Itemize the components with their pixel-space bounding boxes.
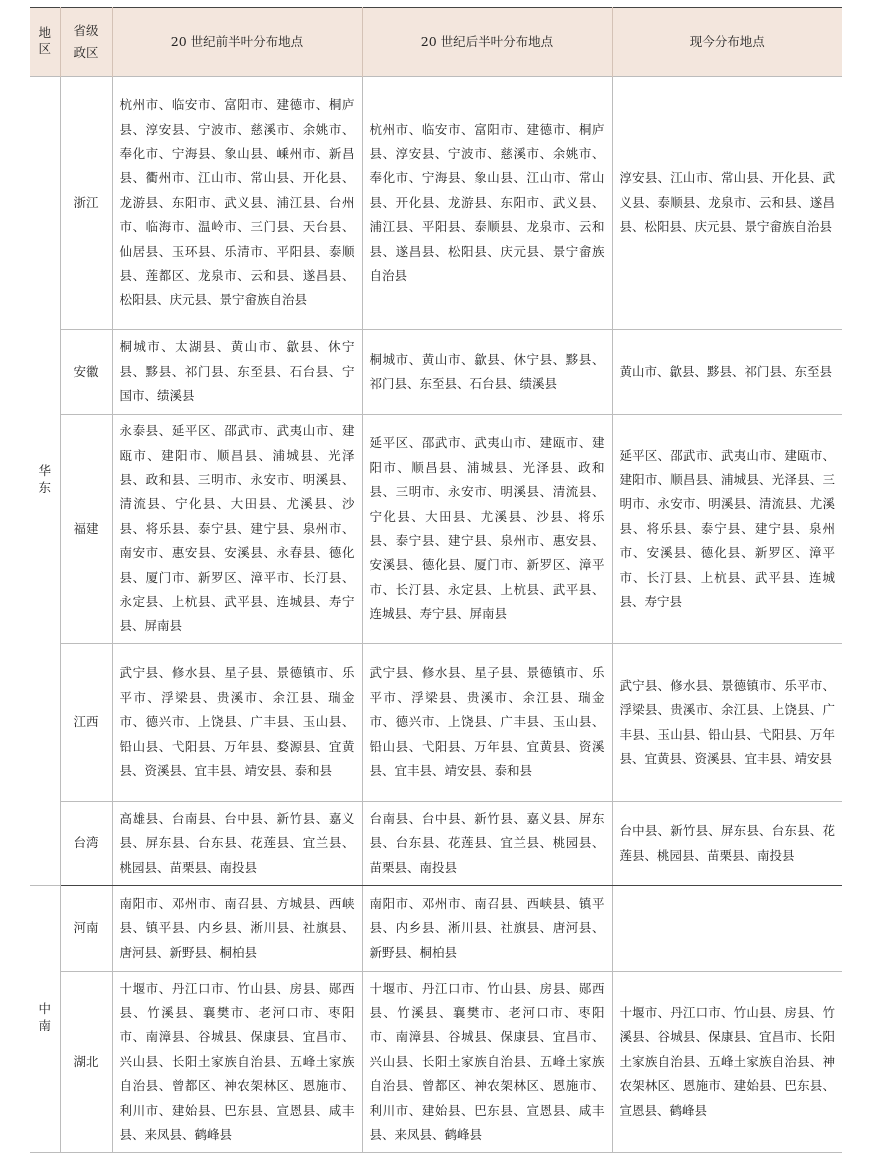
late-cell: 台南县、台中县、新竹县、嘉义县、屏东县、台东县、花莲县、宜兰县、桃园县、苗栗县、南投县 bbox=[362, 802, 612, 886]
early-cell: 永泰县、延平区、邵武市、武夷山市、建瓯市、建阳市、顺昌县、浦城县、光泽县、政和县、三明市、永安市、明溪县、清流县、宁化县、大田县、尤溪县、沙县、将乐县、泰宁县、建宁县、泉州市、南安市、惠安县、安溪县、永春县、德化县、厦门市、新罗区、漳平市、长汀县、永定县、上杭县、武平县、连城县、寿宁县、屏南县 bbox=[112, 415, 362, 644]
header-province: 省级政区 bbox=[60, 8, 112, 77]
late-cell: 延平区、邵武市、武夷山市、建瓯市、建阳市、顺昌县、浦城县、光泽县、政和县、三明市、永安市、明溪县、清流县、宁化县、大田县、尤溪县、沙县、将乐县、泰宁县、建宁县、泉州市、惠安县、安溪县、德化县、厦门市、新罗区、漳平市、长汀县、永定县、上杭县、武平县、连城县、寿宁县、屏南县 bbox=[362, 415, 612, 644]
region-cell: 华东 bbox=[30, 77, 60, 886]
early-cell: 十堰市、丹江口市、竹山县、房县、郧西县、竹溪县、襄樊市、老河口市、枣阳市、南漳县、谷城县、保康县、宜昌市、兴山县、长阳土家族自治县、五峰土家族自治县、曾都区、神农架林区、恩施市、利川市、建始县、巴东县、宣恩县、咸丰县、来凤县、鹤峰县 bbox=[112, 972, 362, 1153]
table-header-row bbox=[30, 8, 842, 77]
province-cell: 安徽 bbox=[60, 330, 112, 415]
current-cell: 延平区、邵武市、武夷山市、建瓯市、建阳市、顺昌县、浦城县、光泽县、三明市、永安市、明溪县、清流县、尤溪县、将乐县、泰宁县、建宁县、泉州市、安溪县、德化县、新罗区、漳平市、长汀县、上杭县、武平县、连城县、寿宁县 bbox=[612, 415, 842, 644]
late-cell: 武宁县、修水县、星子县、景德镇市、乐平市、浮梁县、贵溪市、余江县、瑞金市、德兴市、上饶县、广丰县、玉山县、铅山县、弋阳县、万年县、宜黄县、资溪县、宜丰县、靖安县、泰和县 bbox=[362, 644, 612, 802]
current-cell: 台中县、新竹县、屏东县、台东县、花莲县、桃园县、苗栗县、南投县 bbox=[612, 802, 842, 886]
province-cell: 福建 bbox=[60, 415, 112, 644]
table-row bbox=[30, 644, 842, 802]
distribution-table bbox=[30, 7, 842, 1153]
current-cell: 淳安县、江山市、常山县、开化县、武义县、泰顺县、龙泉市、云和县、遂昌县、松阳县、庆元县、景宁畲族自治县 bbox=[612, 77, 842, 330]
late-cell: 杭州市、临安市、富阳市、建德市、桐庐县、淳安县、宁波市、慈溪市、余姚市、奉化市、宁海县、象山县、江山市、常山县、开化县、龙游县、东阳市、武义县、浦江县、平阳县、泰顺县、龙泉市、云和县、遂昌县、松阳县、庆元县、景宁畲族自治县 bbox=[362, 77, 612, 330]
current-cell: 黄山市、歙县、黟县、祁门县、东至县 bbox=[612, 330, 842, 415]
current-cell: 十堰市、丹江口市、竹山县、房县、竹溪县、谷城县、保康县、宜昌市、长阳土家族自治县、五峰土家族自治县、神农架林区、恩施市、建始县、巴东县、宣恩县、鹤峰县 bbox=[612, 972, 842, 1153]
early-cell: 杭州市、临安市、富阳市、建德市、桐庐县、淳安县、宁波市、慈溪市、余姚市、奉化市、宁海县、象山县、嵊州市、新昌县、衢州市、江山市、常山县、开化县、龙游县、东阳市、武义县、浦江县、台州市、临海市、温岭市、三门县、天台县、仙居县、玉环县、乐清市、平阳县、泰顺县、莲都区、龙泉市、云和县、遂昌县、松阳县、庆元县、景宁畲族自治县 bbox=[112, 77, 362, 330]
current-cell bbox=[612, 886, 842, 972]
late-cell: 桐城市、黄山市、歙县、休宁县、黟县、祁门县、东至县、石台县、绩溪县 bbox=[362, 330, 612, 415]
table-row bbox=[30, 330, 842, 415]
early-cell: 南阳市、邓州市、南召县、方城县、西峡县、镇平县、内乡县、淅川县、社旗县、唐河县、新野县、桐柏县 bbox=[112, 886, 362, 972]
late-cell: 十堰市、丹江口市、竹山县、房县、郧西县、竹溪县、襄樊市、老河口市、枣阳市、南漳县、谷城县、保康县、宜昌市、兴山县、长阳土家族自治县、五峰土家族自治县、曾都区、神农架林区、恩施市、利川市、建始县、巴东县、宣恩县、咸丰县、来凤县、鹤峰县 bbox=[362, 972, 612, 1153]
region-cell: 中南 bbox=[30, 886, 60, 1153]
header-region: 地区 bbox=[30, 8, 60, 77]
current-cell: 武宁县、修水县、景德镇市、乐平市、浮梁县、贵溪市、余江县、上饶县、广丰县、玉山县、铅山县、弋阳县、万年县、宜黄县、资溪县、宜丰县、靖安县 bbox=[612, 644, 842, 802]
early-cell: 高雄县、台南县、台中县、新竹县、嘉义县、屏东县、台东县、花莲县、宜兰县、桃园县、苗栗县、南投县 bbox=[112, 802, 362, 886]
table-row bbox=[30, 77, 842, 330]
header-current: 现今分布地点 bbox=[612, 8, 842, 77]
table-row bbox=[30, 415, 842, 644]
header-early: 20 世纪前半叶分布地点 bbox=[112, 8, 362, 77]
province-cell: 湖北 bbox=[60, 972, 112, 1153]
table-row bbox=[30, 886, 842, 972]
header-late: 20 世纪后半叶分布地点 bbox=[362, 8, 612, 77]
early-cell: 桐城市、太湖县、黄山市、歙县、休宁县、黟县、祁门县、东至县、石台县、宁国市、绩溪县 bbox=[112, 330, 362, 415]
table-row bbox=[30, 972, 842, 1153]
province-cell: 江西 bbox=[60, 644, 112, 802]
province-cell: 台湾 bbox=[60, 802, 112, 886]
table-row bbox=[30, 802, 842, 886]
late-cell: 南阳市、邓州市、南召县、西峡县、镇平县、内乡县、淅川县、社旗县、唐河县、新野县、桐柏县 bbox=[362, 886, 612, 972]
province-cell: 河南 bbox=[60, 886, 112, 972]
province-cell: 浙江 bbox=[60, 77, 112, 330]
early-cell: 武宁县、修水县、星子县、景德镇市、乐平市、浮梁县、贵溪市、余江县、瑞金市、德兴市、上饶县、广丰县、玉山县、铅山县、弋阳县、万年县、婺源县、宜黄县、资溪县、宜丰县、靖安县、泰和县 bbox=[112, 644, 362, 802]
